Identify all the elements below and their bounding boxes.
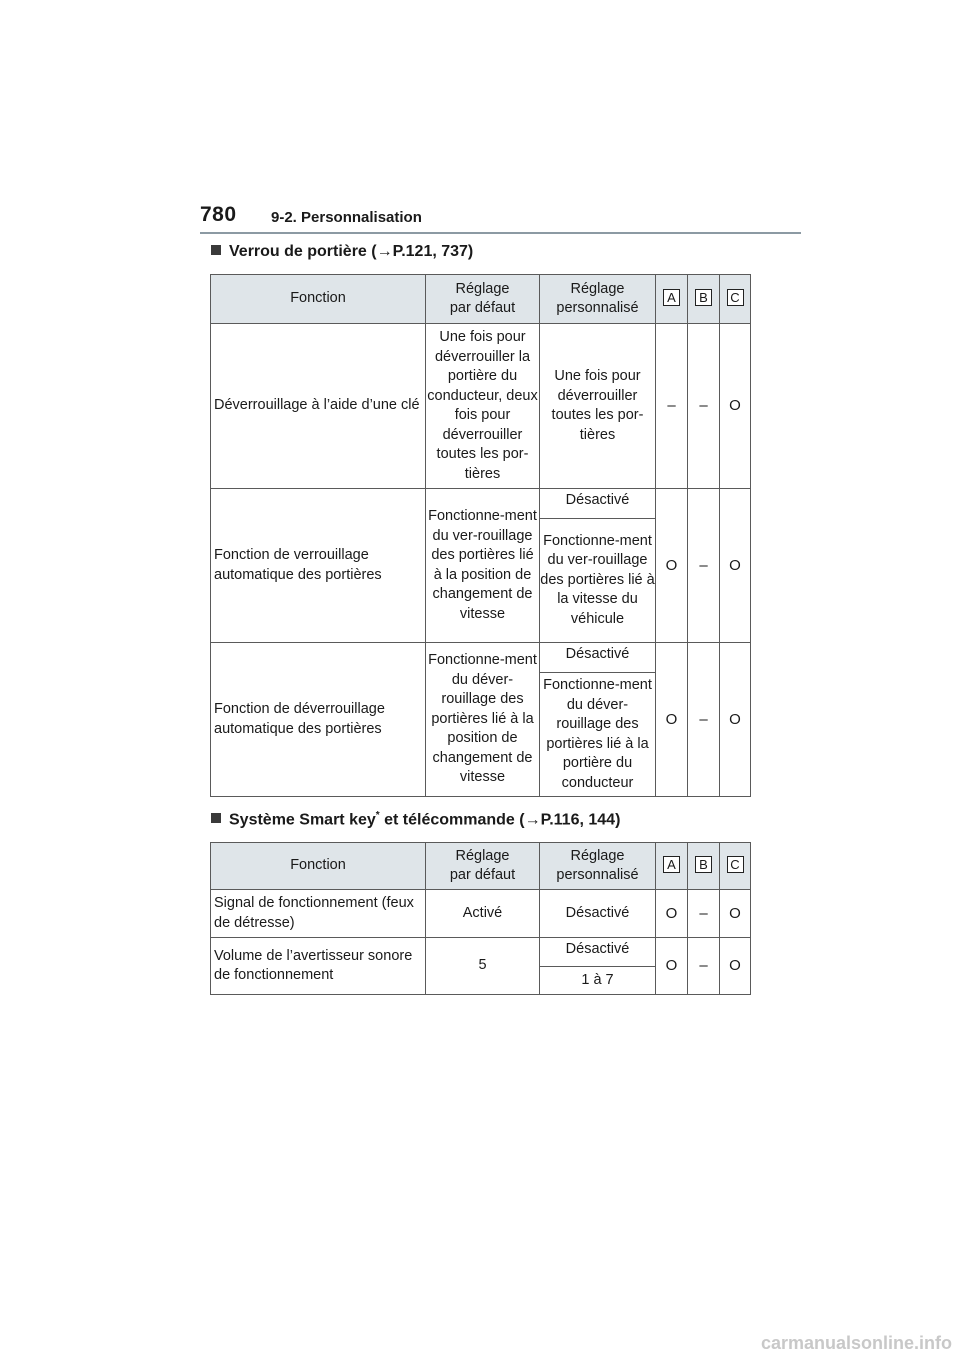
box-a-icon: A	[663, 289, 680, 306]
cell-default: Une fois pour déverrouiller la portière du conducteur, deux fois pour déverrouiller toutes les por-tières	[426, 324, 540, 489]
cell-a: –	[656, 324, 688, 489]
header-custom: Réglage personnalisé	[540, 275, 656, 324]
table-row	[211, 324, 751, 489]
table-header-row	[211, 843, 751, 890]
cell-c: O	[720, 938, 751, 995]
square-bullet-icon	[211, 813, 221, 823]
cell-b: –	[688, 938, 720, 995]
header-c	[720, 843, 751, 890]
cell-default: Activé	[426, 890, 540, 938]
box-c-icon: C	[727, 856, 744, 873]
cell-custom-option: Désactivé	[540, 643, 656, 673]
cell-custom-option: Désactivé	[540, 489, 656, 519]
header-custom: Réglage personnalisé	[540, 843, 656, 890]
cell-b: –	[688, 489, 720, 643]
table-row	[211, 890, 751, 938]
table-row	[211, 643, 751, 673]
section-title-text: et télécommande (	[379, 811, 525, 829]
header-a	[656, 275, 688, 324]
cell-c: O	[720, 489, 751, 643]
table-row	[211, 489, 751, 519]
header-fonction: Fonction	[211, 275, 426, 324]
page-reference: P.121, 737)	[392, 243, 474, 260]
page-reference: P.116, 144)	[540, 811, 621, 829]
cell-function: Fonction de verrouillage automatique des portières	[211, 489, 426, 643]
cell-custom-option: Fonctionne-ment du ver-rouillage des portières lié à la vitesse du véhicule	[540, 519, 656, 643]
watermark: carmanualsonline.info	[760, 1333, 952, 1353]
cell-b: –	[688, 643, 720, 797]
footnote-mark: *	[375, 810, 380, 821]
section-title-door-lock	[211, 243, 473, 261]
box-a-icon: A	[663, 856, 680, 873]
section-title-text: Verrou de portière (	[229, 243, 377, 260]
cell-custom-option: Désactivé	[540, 938, 656, 967]
header-fonction: Fonction	[211, 843, 426, 890]
table-header-row	[211, 275, 751, 324]
cell-function: Signal de fonctionnement (feux de détresse)	[211, 890, 426, 938]
cell-custom: Désactivé	[540, 890, 656, 938]
cell-default: Fonctionne-ment du ver-rouillage des portières lié à la position de changement de vitesse	[426, 489, 540, 643]
cell-c: O	[720, 643, 751, 797]
box-b-icon: B	[695, 856, 712, 873]
box-c-icon: C	[727, 289, 744, 306]
section-title-text: Système Smart key	[229, 811, 376, 829]
header-b	[688, 275, 720, 324]
cell-a: O	[656, 890, 688, 938]
door-lock-table	[210, 274, 751, 797]
header-b	[688, 843, 720, 890]
box-b-icon: B	[695, 289, 712, 306]
header-a	[656, 843, 688, 890]
chapter-title: 9-2. Personnalisation	[271, 209, 422, 226]
header-default: Réglage par défaut	[426, 843, 540, 890]
cell-custom-option: Fonctionne-ment du déver-rouillage des portières lié à la portière du conducteur	[540, 673, 656, 797]
cell-a: O	[656, 643, 688, 797]
smart-key-table	[210, 842, 751, 995]
table-row	[211, 938, 751, 967]
section-title-smart-key	[211, 810, 620, 829]
cell-c: O	[720, 890, 751, 938]
header-divider	[200, 232, 801, 234]
header-default: Réglage par défaut	[426, 275, 540, 324]
cell-default: Fonctionne-ment du déver-rouillage des portières lié à la position de changement de vitesse	[426, 643, 540, 797]
cell-b: –	[688, 324, 720, 489]
arrow-icon: →	[376, 243, 393, 260]
header-c	[720, 275, 751, 324]
cell-function: Déverrouillage à l’aide d’une clé	[211, 324, 426, 489]
arrow-icon: →	[524, 811, 541, 829]
cell-b: –	[688, 890, 720, 938]
cell-function: Fonction de déverrouillage automatique des portières	[211, 643, 426, 797]
cell-custom: Une fois pour déverrouiller toutes les por-tières	[540, 324, 656, 489]
cell-a: O	[656, 489, 688, 643]
page-number: 780	[200, 203, 237, 226]
cell-default: 5	[426, 938, 540, 995]
cell-custom-option: 1 à 7	[540, 967, 656, 995]
square-bullet-icon	[211, 245, 221, 255]
cell-c: O	[720, 324, 751, 489]
cell-a: O	[656, 938, 688, 995]
cell-function: Volume de l’avertisseur sonore de fonctionnement	[211, 938, 426, 995]
